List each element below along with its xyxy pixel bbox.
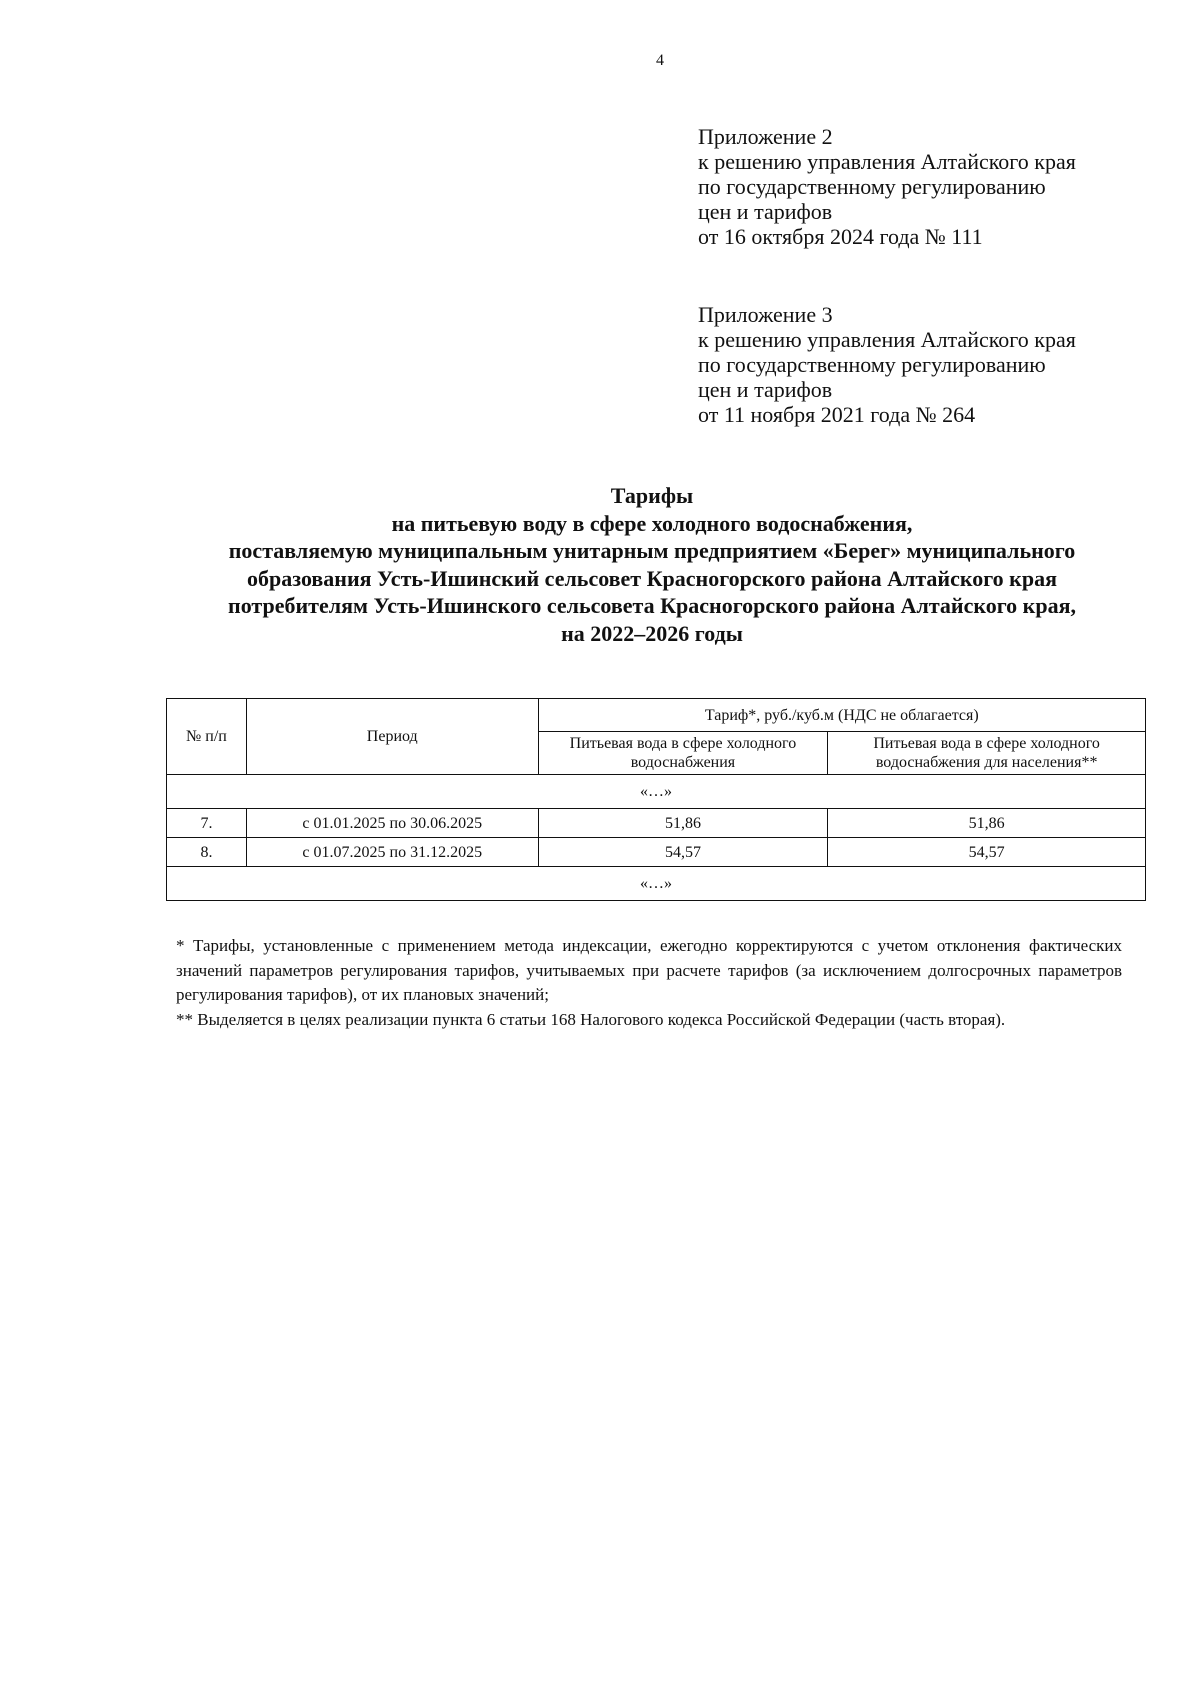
ellipsis-cell: «…» xyxy=(167,775,1146,809)
table-row-ellipsis xyxy=(167,867,1146,901)
footnote-indexation: * Тарифы, установленные с применением метода индексации, ежегодно корректируются с учетом отклонения фактических значений параметров регулирования тарифов, учитываемых при расчете тарифов (за исключением долгосрочных параметров регулирования тарифов), от их плановых значений; xyxy=(176,936,1122,1004)
table-row-ellipsis xyxy=(167,775,1146,809)
table-header-row xyxy=(167,699,1146,732)
appendix-line: цен и тарифов xyxy=(698,199,833,224)
header-period: Период xyxy=(246,699,538,775)
header-drinking-water: Питьевая вода в сфере холодного водоснабжения xyxy=(538,732,828,775)
page-number: 4 xyxy=(656,52,664,69)
heading-line: на питьевую воду в сфере холодного водоснабжения, xyxy=(391,510,913,536)
appendix-line: к решению управления Алтайского края xyxy=(698,149,1076,174)
appendix-title: Приложение 3 xyxy=(698,302,833,327)
appendix-date: от 11 ноября 2021 года № 264 xyxy=(698,402,976,427)
table-row xyxy=(167,809,1146,838)
row-number: 7. xyxy=(167,809,247,838)
heading-line: поставляемую муниципальным унитарным предприятием «Берег» муниципального xyxy=(228,538,1076,563)
appendix-line: цен и тарифов xyxy=(698,377,833,402)
row-period: с 01.07.2025 по 31.12.2025 xyxy=(246,838,538,867)
appendix-title: Приложение 2 xyxy=(698,124,833,149)
appendix-2-block xyxy=(698,124,1178,249)
heading-line: на 2022–2026 годы xyxy=(561,620,743,646)
header-number: № п/п xyxy=(167,699,247,775)
heading-line: образования Усть-Ишинский сельсовет Красногорского района Алтайского края xyxy=(247,565,1057,591)
table-row xyxy=(167,838,1146,867)
heading-line: Тарифы xyxy=(610,483,694,508)
row-number: 8. xyxy=(167,838,247,867)
appendix-line: по государственному регулированию xyxy=(698,352,1046,377)
header-tariff-group: Тариф*, руб./куб.м (НДС не облагается) xyxy=(538,699,1145,732)
row-period: с 01.01.2025 по 30.06.2025 xyxy=(246,809,538,838)
header-drinking-water-population: Питьевая вода в сфере холодного водоснабжения для населения** xyxy=(828,732,1146,775)
row-tariff-b: 54,57 xyxy=(828,838,1146,867)
document-heading xyxy=(120,482,1184,647)
tariff-table xyxy=(166,698,1146,901)
appendix-date: от 16 октября 2024 года № 111 xyxy=(698,224,983,249)
row-tariff-a: 54,57 xyxy=(538,838,828,867)
footnotes xyxy=(176,934,1122,1032)
row-tariff-b: 51,86 xyxy=(828,809,1146,838)
heading-line: потребителям Усть-Ишинского сельсовета Красногорского района Алтайского края, xyxy=(228,593,1076,618)
appendix-3-block xyxy=(698,302,1178,427)
footnote-vat: ** Выделяется в целях реализации пункта 6 статьи 168 Налогового кодекса Российской Федерации (часть вторая). xyxy=(176,1009,1006,1029)
appendix-line: к решению управления Алтайского края xyxy=(698,327,1076,352)
appendix-line: по государственному регулированию xyxy=(698,174,1046,199)
row-tariff-a: 51,86 xyxy=(538,809,828,838)
ellipsis-cell: «…» xyxy=(167,867,1146,901)
